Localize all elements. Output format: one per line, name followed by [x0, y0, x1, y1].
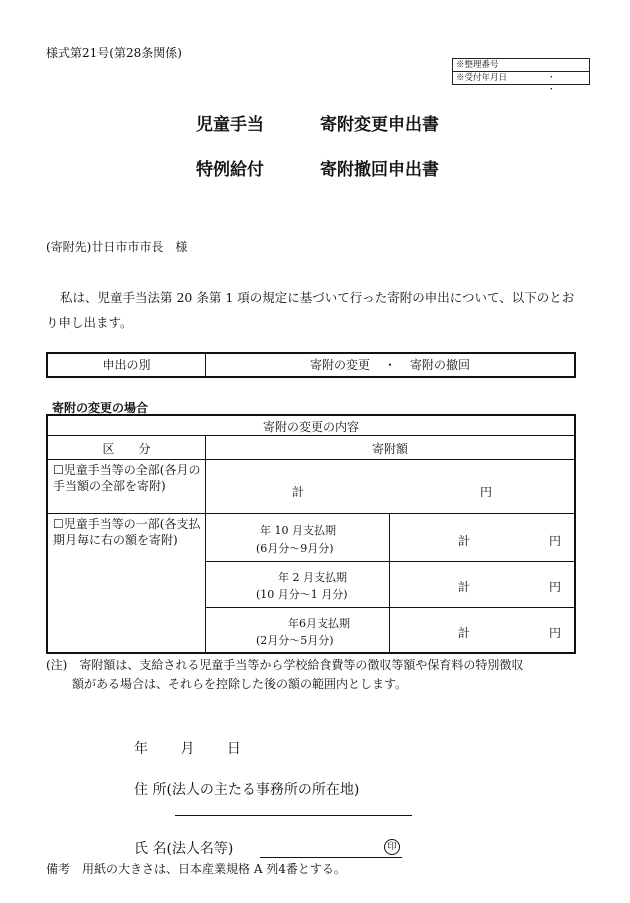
rule: [205, 435, 206, 652]
remarks: 備考 用紙の大きさは、日本産業規格 A 列4番とする。: [46, 862, 346, 876]
total-label: 計: [458, 534, 471, 548]
period-october-range: (6月分～9月分): [256, 542, 334, 555]
date-dots: ・ ・: [547, 73, 570, 95]
yen-label: 円: [549, 580, 562, 594]
yen-label: 円: [480, 485, 493, 499]
yen-label: 円: [549, 626, 562, 640]
period-february: 年 2 月支払期: [278, 571, 347, 584]
rule: [206, 561, 574, 562]
title-donation-change: 寄附変更申出書: [320, 115, 439, 135]
address-input-line[interactable]: [175, 815, 412, 816]
section-label: 寄附の変更の場合: [52, 401, 149, 415]
title-donation-withdrawal: 寄附撤回申出書: [320, 160, 439, 180]
checkbox-all[interactable]: ☐児童手当等の全部(各月の手当額の全部を寄附): [53, 463, 201, 493]
period-june-range: (2月分～5月分): [256, 634, 334, 647]
rule: [206, 607, 574, 608]
change-table-title: 寄附の変更の内容: [262, 420, 359, 434]
name-label: 氏 名(法人名等): [134, 841, 234, 857]
application-type-table: [46, 352, 576, 378]
rule: [48, 435, 574, 436]
title-child-allowance: 児童手当: [196, 115, 264, 135]
form-number: 様式第21号(第28条関係): [46, 46, 182, 60]
intro-paragraph: 私は、児童手当法第 20 条第 1 項の規定に基づいて行った寄附の申出について、以下のとおり申し出ます。: [46, 290, 575, 330]
rule: [48, 459, 574, 460]
note-line-1: (注) 寄附額は、支給される児童手当等から学校給食費等の徴収等額や保育料の特別徴収: [46, 658, 524, 672]
total-label: 計: [458, 626, 471, 640]
rule: [389, 513, 390, 652]
category-header: 区 分: [102, 442, 151, 456]
date-field[interactable]: 年 月 日: [134, 741, 241, 757]
checkbox-part[interactable]: ☐児童手当等の一部(各支払期月毎に右の額を寄附): [53, 517, 201, 547]
option-separator: ・: [383, 358, 396, 372]
name-input-line[interactable]: [260, 857, 402, 858]
reference-number-row: ※整理番号: [456, 60, 499, 70]
reception-date-row: ※受付年月日 ・ ・: [453, 71, 589, 84]
application-type-header: 申出の別: [48, 354, 206, 376]
seal-icon: 印: [384, 839, 400, 855]
address-label: 住 所(法人の主たる事務所の所在地): [134, 782, 360, 798]
note: [46, 656, 596, 694]
amount-header: 寄附額: [371, 442, 408, 456]
yen-label: 円: [549, 534, 562, 548]
option-change[interactable]: 寄附の変更: [309, 358, 370, 372]
note-line-2: 額がある場合は、それらを控除した後の額の範囲内とします。: [72, 677, 408, 691]
total-label: 計: [458, 580, 471, 594]
change-details-table: [46, 414, 576, 654]
option-withdraw[interactable]: 寄附の撤回: [410, 358, 471, 372]
application-type-options: [206, 354, 574, 376]
period-october: 年 10 月支払期: [260, 524, 336, 537]
period-february-range: (10 月分～1 月分): [256, 588, 348, 601]
rule: [48, 513, 574, 514]
total-label: 計: [292, 485, 305, 499]
addressee: (寄附先)廿日市市市長 様: [46, 240, 188, 254]
reference-box: [452, 58, 590, 95]
period-june: 年6月支払期: [288, 617, 350, 630]
title-special-benefit: 特例給付: [196, 160, 264, 180]
